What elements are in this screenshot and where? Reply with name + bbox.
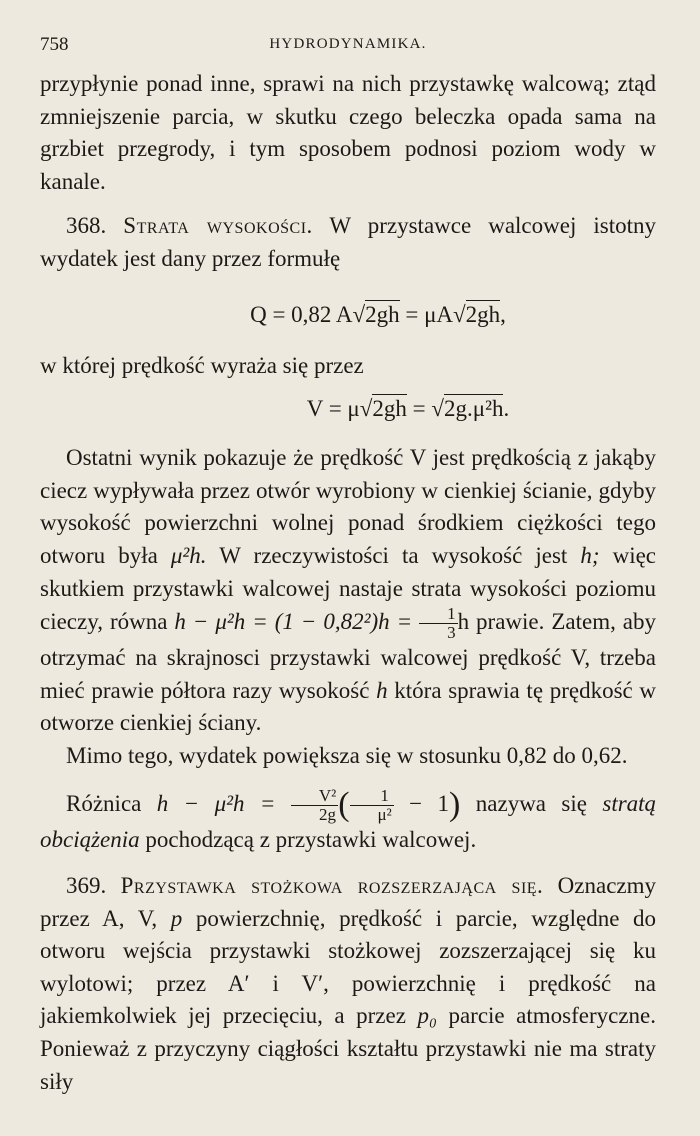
running-head: HYDRODYNAMIKA.: [269, 36, 427, 52]
paragraph-continuation: przypłynie ponad inne, sprawi na nich przystawkę walcową; ztąd zmniejszenie parcia, w skutku czego beleczka opada sama na grzbiet przegrody, i tym sposobem podnosi poziom wody w kanale.: [40, 71, 656, 194]
section-368-heading: Strata wysokości.: [123, 213, 313, 239]
text-after-formula-1: w której prędkość wyraża się przez: [40, 352, 364, 378]
formula-velocity: V = μ√2gh = √2g.μ²h.: [306, 396, 510, 422]
page-number: 758: [40, 34, 69, 55]
section-369-heading: Przystawka stożkowa rozszerzająca się.: [120, 873, 544, 899]
paragraph-discharge-ratio: Mimo tego, wydatek powiększa się w stosunku 0,82 do 0,62.: [66, 742, 628, 768]
section-368-text: W przystawce walcowej istotny wydatek jest dany przez formułę: [40, 213, 657, 271]
formula-discharge: Q = 0,82 A√2gh = μA√2gh,: [250, 301, 506, 327]
term-head-loss: stratą obciążenia: [40, 790, 657, 852]
fraction-one-third: $\frac{1}{3}$: [419, 605, 458, 642]
section-369-number: 369.: [66, 873, 107, 899]
section-368-number: 368.: [66, 213, 107, 239]
section-368: [40, 210, 656, 275]
book-page: [40, 34, 656, 1098]
paragraph-velocity-result: Ostatni wynik pokazuje że prędkość V jest prędkością z jakąby ciecz wypływała przez otwór wyrobiony w cienkiej ścianie, gdyby wysokość powierzchni wolnej ponad środkiem ciężkości tego otworu była μ²h. W rzeczywistości ta wysokość jest h; więc skutkiem przystawki walcowej nastaje strata wysokości poziomu cieczy, równa h − μ²h = (1 − 0,82²)h = $\frac{1}{3}$ h prawie. Zatem, aby otrzymać na skrajnosci przystawki walcowej prędkość V, trzeba mieć prawie półtora razy wysokość h która sprawia tę prędkość w otworze cienkiej ściany.: [40, 445, 657, 736]
page-header: [40, 34, 656, 60]
paragraph-head-loss: Różnica h − μ²h = $\frac{\text{V²}}{2g}$ ( $\frac{1}{\text{μ²}}$ − 1) nazywa się stratą obciążenia pochodzącą z przystawki walcowej.: [40, 785, 657, 852]
section-369: 369. Przystawka stożkowa rozszerzająca się. Oznaczmy przez A, V, p powierzchnię, prędkość i parcie, względne do otworu wejścia przystawki stożkowej zozszerzającej się ku wylotowi; przez A′ i V′, powierzchnię i prędkość na jakiemkolwiek jej przecięciu, a przez p₀ parcie atmosferyczne. Ponieważ z przyczyny ciągłości kształtu przystawki nie ma straty siły: [40, 873, 657, 1094]
